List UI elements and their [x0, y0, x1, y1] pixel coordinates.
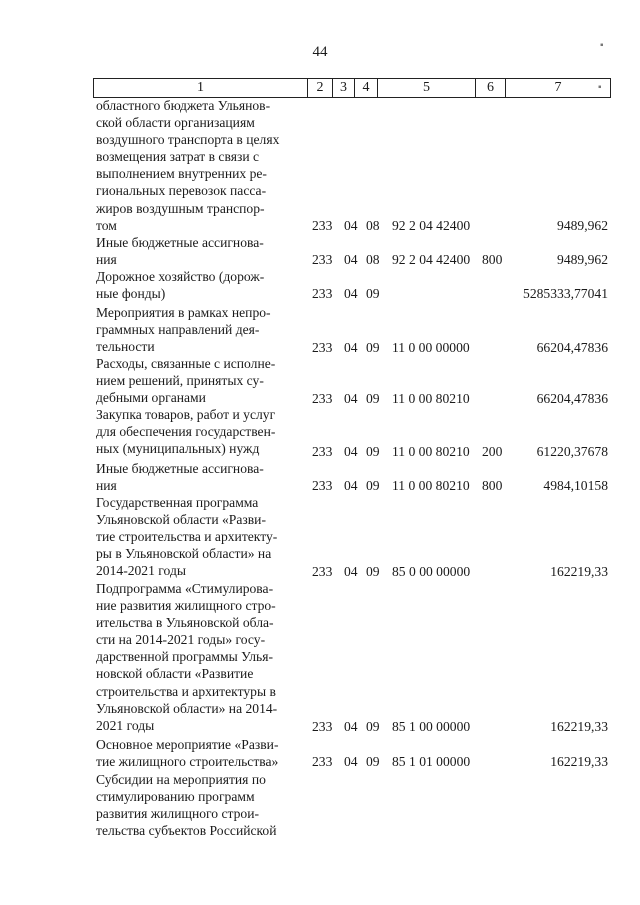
code-target: 11 0 00 80210: [392, 477, 470, 493]
table-row: [0, 460, 640, 494]
row-name: Иные бюджетные ассигнова- ния: [96, 235, 264, 268]
row-name: Дорожное хозяйство (дорож- ные фонды): [96, 269, 265, 302]
row-name: областного бюджета Ульянов- ской области организациям воздушного транспорта в целях возмещения затрат в связи с выполнением внутренних ре- гиональных перевозок пасса- жиров воздушным транспор- том: [96, 98, 280, 233]
row-codes: [0, 718, 640, 735]
table-row: [0, 771, 640, 840]
table-row: [0, 736, 640, 770]
code-section: 04: [344, 339, 358, 355]
code-ministry: 233: [312, 563, 333, 579]
code-section: 04: [344, 563, 358, 579]
scan-speck: ▪: [598, 82, 602, 93]
code-subsection: 09: [366, 443, 380, 459]
code-section: 04: [344, 718, 358, 734]
code-ministry: 233: [312, 477, 333, 493]
code-section: 04: [344, 390, 358, 406]
code-target: 85 1 01 00000: [392, 753, 471, 769]
code-target: 92 2 04 42400: [392, 251, 471, 267]
code-subsection: 09: [366, 285, 380, 301]
row-name: Основное мероприятие «Разви- тие жилищного строительства»: [96, 737, 279, 770]
table-row: [0, 268, 640, 302]
code-subsection: 09: [366, 477, 380, 493]
amount: 162219,33: [550, 753, 608, 769]
row-name: Закупка товаров, работ и услуг для обеспечения государствен- ных (муниципальных) нужд: [96, 407, 276, 457]
code-subsection: 08: [366, 251, 380, 267]
code-target: 85 0 00 00000: [392, 563, 471, 579]
page-number: 44: [312, 44, 328, 60]
table-row: [0, 406, 640, 460]
code-subsection: 08: [366, 217, 380, 233]
header-col-3: 3: [333, 79, 355, 97]
code-target: 85 1 00 00000: [392, 718, 471, 734]
table-row: [0, 494, 640, 580]
code-subsection: 09: [366, 718, 380, 734]
row-codes: [0, 563, 640, 580]
row-name: Иные бюджетные ассигнова- ния: [96, 461, 264, 494]
code-target: 11 0 00 00000: [392, 339, 470, 355]
code-subsection: 09: [366, 563, 380, 579]
code-target: 11 0 00 80210: [392, 443, 470, 459]
amount: 9489,962: [557, 217, 608, 233]
table-row: [0, 355, 640, 407]
table-row: [0, 304, 640, 356]
row-name: Расходы, связанные с исполне- нием решений, принятых су- дебными органами: [96, 356, 276, 406]
scan-speck: ▪: [600, 40, 604, 51]
amount: 9489,962: [557, 251, 608, 267]
code-section: 04: [344, 217, 358, 233]
header-col-6: 6: [476, 79, 506, 97]
table-row: [0, 97, 640, 234]
code-ministry: 233: [312, 217, 333, 233]
row-codes: [0, 339, 640, 356]
row-codes: [0, 217, 640, 234]
row-name: Субсидии на мероприятия по стимулированию программ развития жилищного строи- тельства субъектов Российской: [96, 772, 277, 839]
code-ministry: 233: [312, 339, 333, 355]
table-header: [93, 78, 611, 98]
row-codes: [0, 753, 640, 770]
row-codes: [0, 285, 640, 302]
code-subsection: 09: [366, 390, 380, 406]
code-ministry: 233: [312, 753, 333, 769]
code-section: 04: [344, 477, 358, 493]
row-codes: [0, 390, 640, 407]
code-section: 04: [344, 753, 358, 769]
header-col-4: 4: [355, 79, 378, 97]
code-target: 11 0 00 80210: [392, 390, 470, 406]
amount: 4984,10158: [543, 477, 608, 493]
row-name: Подпрограмма «Стимулирова- ние развития жилищного стро- ительства в Ульяновской обла- сти на 2014-2021 годы» госу- дарственной программы Улья- новской области «Развитие строительства и архитектуры в Ульяновской области» на 2014- 2021 годы: [96, 581, 278, 733]
code-subsection: 09: [366, 339, 380, 355]
code-expense-type: 800: [482, 477, 503, 493]
header-col-2: 2: [308, 79, 333, 97]
row-name: Государственная программа Ульяновской области «Разви- тие строительства и архитекту- ры в Ульяновской области» на 2014-2021 годы: [96, 495, 278, 579]
table-row: [0, 234, 640, 268]
code-section: 04: [344, 443, 358, 459]
amount: 66204,47836: [536, 390, 608, 406]
code-ministry: 233: [312, 251, 333, 267]
code-ministry: 233: [312, 285, 333, 301]
code-section: 04: [344, 251, 358, 267]
amount: 66204,47836: [536, 339, 608, 355]
code-section: 04: [344, 285, 358, 301]
row-name: Мероприятия в рамках непро- граммных направлений дея- тельности: [96, 305, 271, 355]
amount: 162219,33: [550, 718, 608, 734]
amount: 162219,33: [550, 563, 608, 579]
amount: 61220,37678: [536, 443, 608, 459]
header-col-5: 5: [378, 79, 476, 97]
code-expense-type: 200: [482, 443, 503, 459]
code-ministry: 233: [312, 718, 333, 734]
header-col-1: 1: [94, 79, 308, 97]
row-codes: [0, 251, 640, 268]
row-codes: [0, 443, 640, 460]
code-target: 92 2 04 42400: [392, 217, 471, 233]
table-row: [0, 580, 640, 735]
code-expense-type: 800: [482, 251, 503, 267]
header-col-7: 7: [506, 79, 611, 97]
code-subsection: 09: [366, 753, 380, 769]
code-ministry: 233: [312, 443, 333, 459]
code-ministry: 233: [312, 390, 333, 406]
row-codes: [0, 823, 640, 840]
amount: 5285333,77041: [523, 285, 608, 301]
row-codes: [0, 477, 640, 494]
